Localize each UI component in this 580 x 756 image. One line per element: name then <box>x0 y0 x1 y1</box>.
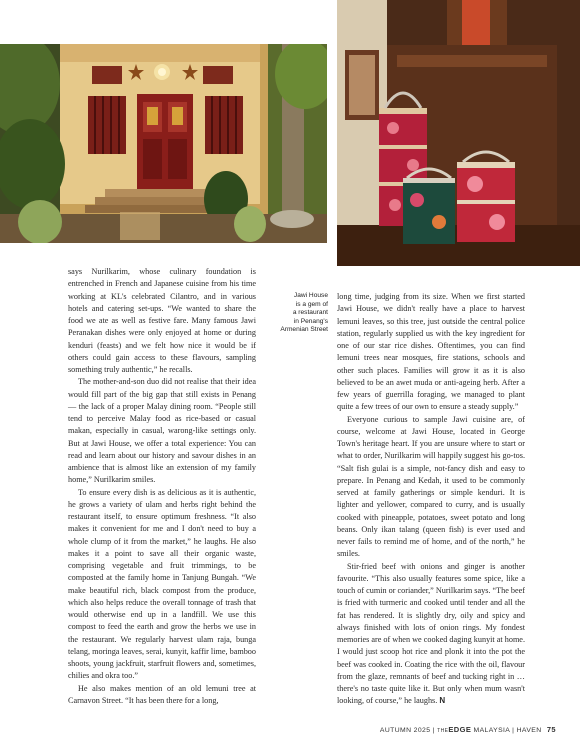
article-column-left <box>68 266 256 707</box>
paragraph-text: Stir-fried beef with onions and ginger is another favourite. “This also usually features some spice, like a touch of cumin or coriander,” Nurilkarim says. “The beef is fried with turmeric and cooked until tender and all the fat has rendered. It is slightly dry, oily and spicy and always finished with lots of onion rings. My fondest memories are of when we cooked daging kunyit at home. I would just scoop hot rice and plonk it into the pot the beef was cooked in. Coating the rice with the oil, flavour from the glaze, remnants of beef and tucking right in … there's no taste quite like it. But only when mum wasn't looking, of course,” he laughs. <box>337 561 525 706</box>
caption-line: Armenian Street <box>280 326 328 334</box>
tiffin-photo-art <box>337 0 580 266</box>
paragraph: Everyone curious to sample Jawi cuisine are, of course, welcome at Jawi House, located in George Town's heritage heart. If you are unsure where to start or what to order, Nurilkarim will happily suggest his go-tos. “Salt fish gulai is a simple, not-fancy dish and easy to prepare. In Penang and Kedah, it used to be commonly served at family gatherings or simple kenduri. It is lighter and yellower, compared to curry, and is usually cooked with pineapple, potatoes, sweet potato and long beans. Only ikan talang (queen fish) is ever used and never fails to remind me of home, and of the north,” he smiles. <box>337 414 525 559</box>
paragraph: To ensure every dish is as delicious as it is authentic, he grows a variety of ulam and herbs right behind the restaurant itself, to ensure optimum freshness. “It also makes it convenient for me and I don't need to buy a whole clump of it from the market,” he laughs. He also makes it a point to save all their organic waste, comprising vegetable and fruit trimmings, to be composted at the family home in Tanjung Bungah. “We make beautiful rich, black compost from the produce, which also helps reduce the overall tonnage of trash that would otherwise end up in a landfill. We use this compost to feed the earth and grow the herbs we use in the restaurant. We regularly harvest ulam raja, bunga telang, moringa leaves, serai, kunyit, kaffir lime, bamboo shoots, young jackfruit, starfruit flowers and, sometimes, chilies and okra too.” <box>68 487 256 681</box>
caption-line: is a gem of <box>295 300 328 308</box>
paragraph: says Nurilkarim, whose culinary foundation is entrenched in French and Japanese cuisine from his time working at KL's celebrated Cilantro, and in various hotels and catering set-ups. “We wanted to share the food we ate as well as festive fare. Many famous Jawi Peranakan dishes were only enjoyed at home or during kenduri (feasts) and we felt how nice it would be if others could gain access to these flavours, sampling something truly authentic,” he recalls. <box>68 267 256 374</box>
section-label: HAVEN <box>516 727 542 734</box>
separator: | <box>432 727 435 734</box>
article-column-right <box>337 291 525 708</box>
caption-line: a restaurant <box>292 309 328 317</box>
paragraph <box>337 561 525 708</box>
issue-label: AUTUMN 2025 <box>379 727 431 734</box>
paragraph: The mother-and-son duo did not realise that their idea would fill part of the big gap that still exists in Penang — the lack of a proper Malay dining room. “People still tend to perceive Malay food as rice-based or casual makan, especially in casual, warong-like settings only. But at Jawi House, we offer a total experience: You can read and learn about our history and savour dishes in an ambience that is almost like an extension of my family home,” Nurilkarim smiles. <box>68 377 256 485</box>
paragraph: long time, judging from its size. When we first started Jawi House, we didn't really have a place to harvest lemuni leaves, so this tree, just outside the central police station, regularly supplied us with the key ingredient for one of our star rice dishes. Oftentimes, you can find lemuni trees near mosques, fire stations, schools and other such places. Families will grow it as it is also believed to be an awet muda or anti-ageing herb. After a few years of guerrilla foraging, we managed to plant quite a few trees of our own to ensure a steady supply.” <box>337 292 525 412</box>
caption-line: in Penang's <box>293 317 328 325</box>
restaurant-photo-art <box>0 44 327 243</box>
paragraph: He also makes mention of an old lemuni tree at Carnavon Street. “It has been there for a long, <box>68 683 256 705</box>
brand-edge: EDGE <box>448 725 472 734</box>
brand-the: THE <box>437 728 449 734</box>
page-footer <box>380 725 556 734</box>
caption-line: Jawi House <box>293 292 328 299</box>
brand-malaysia: MALAYSIA <box>473 727 510 734</box>
photo-caption <box>270 292 328 335</box>
tiffin-photo <box>337 0 580 266</box>
page-number: 75 <box>546 725 556 734</box>
separator: | <box>512 727 515 734</box>
restaurant-photo <box>0 44 327 243</box>
end-mark: N <box>439 696 446 706</box>
